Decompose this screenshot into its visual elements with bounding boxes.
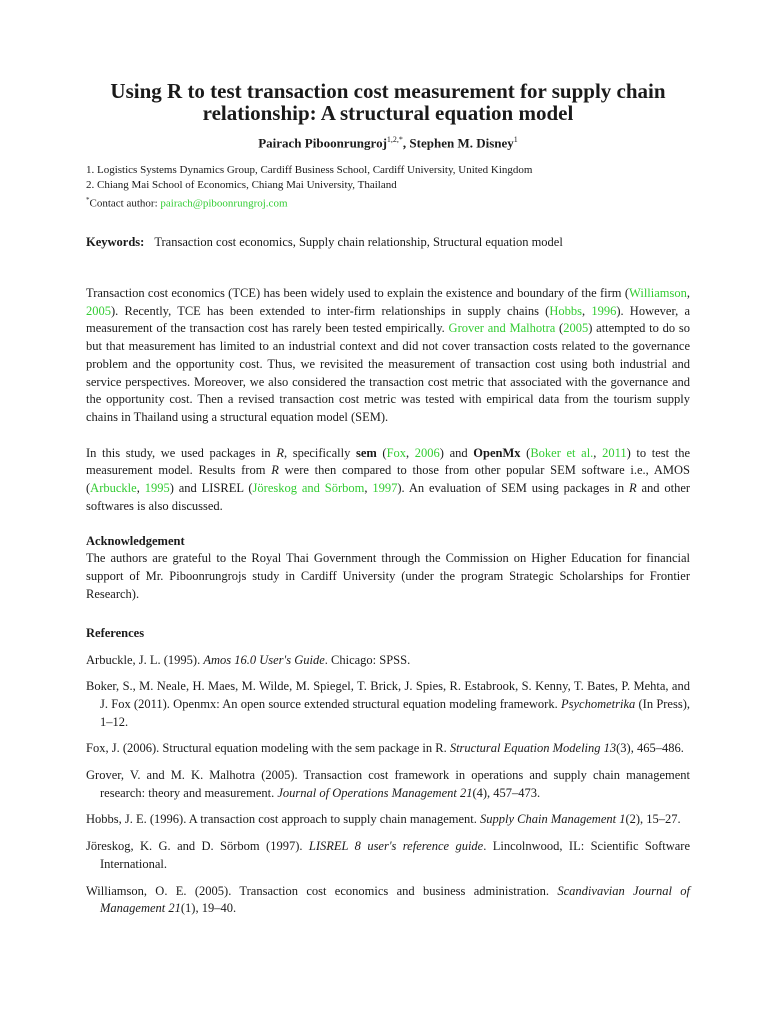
text-run: ,	[364, 481, 373, 496]
citation-link-williamson[interactable]	[629, 286, 687, 300]
ref-italic: Scandivavian Journal of Management 21	[100, 883, 690, 916]
affiliations	[86, 163, 690, 212]
citation-link-arbuckle-year[interactable]: 1995	[144, 481, 170, 496]
ref-text: Grover, V. and M. K. Malhotra (2005). Transaction cost framework in operations and supply chain management research: theory and measurement.	[86, 768, 690, 800]
text-run: ) to test the measurement model. Results from	[86, 445, 691, 478]
abstract-paragraph-1	[86, 285, 690, 427]
paper-page	[86, 80, 690, 927]
text-run: ) and	[439, 445, 474, 460]
text-run: In this study, we used packages in	[86, 445, 277, 460]
affiliation-item: 1. Logistics Systems Dynamics Group, Cardiff Business School, Cardiff University, United Kingdom	[86, 164, 533, 177]
citation-link-fox-year[interactable]: 2006	[414, 445, 440, 460]
reference-item	[86, 811, 690, 829]
contact-label: Contact author:	[89, 197, 161, 210]
ref-text: (4), 457–473.	[472, 785, 541, 800]
text-run: (	[520, 445, 531, 460]
ref-italic: Journal of Operations Management 21	[277, 785, 473, 800]
author-name: Pairach Piboonrungroj	[258, 135, 387, 151]
ref-text: Arbuckle, J. L. (1995).	[86, 652, 204, 667]
sem-package-name: sem	[355, 445, 377, 460]
ref-text: (2), 15–27.	[625, 812, 681, 827]
text-run: Transaction cost economics (TCE) has been widely used to explain the existence and boundary of the firm (	[86, 285, 630, 300]
text-run: ,	[581, 303, 592, 318]
affiliation-item: 2. Chiang Mai School of Economics, Chiang Mai University, Thailand	[86, 179, 397, 192]
text-run: ,	[406, 445, 415, 460]
ref-italic: Amos 16.0 User's Guide	[203, 652, 325, 667]
text-run: ,	[136, 481, 145, 496]
ref-text: Williamson, O. E. (2005). Transaction cost economics and business administration.	[86, 883, 558, 898]
text-run: (	[555, 321, 564, 336]
title-line-1: Using R to test transaction cost measurement for supply chain	[110, 79, 666, 103]
paper-title	[86, 80, 690, 124]
reference-item	[86, 838, 690, 873]
contact-email-link[interactable]: pairach@piboonrungroj.com	[160, 197, 288, 210]
contact-line	[86, 193, 690, 212]
text-run: ,	[686, 285, 690, 300]
citation-link-williamson-year[interactable]: 2005	[86, 303, 111, 318]
references-heading: References	[86, 625, 145, 640]
text-run: (	[376, 445, 387, 460]
reference-item	[86, 652, 690, 670]
keywords-label: Keywords:	[86, 234, 145, 249]
ref-italic: Supply Chain Management 1	[480, 812, 626, 827]
text-run: ). However, a measurement of the transaction cost has rarely been tested empirically.	[86, 303, 690, 336]
ref-text: (3), 465–486.	[616, 741, 684, 756]
text-run: , specifically	[283, 445, 356, 460]
r-language-mention: R	[271, 463, 279, 478]
ref-text: . Lincolnwood, IL: Scientific Software International.	[100, 839, 691, 871]
citation-link-hobbs[interactable]: Hobbs	[549, 303, 582, 318]
citation-author: Williamson	[629, 285, 687, 300]
text-run: ). Recently, TCE has been extended to inter-firm relationships in supply chains (	[111, 303, 550, 318]
text-run: ) and LISREL (	[169, 481, 253, 496]
citation-link-hobbs-year[interactable]: 1996	[591, 303, 617, 318]
ref-text: Boker, S., M. Neale, H. Maes, M. Wilde, M. Spiegel, T. Brick, J. Spies, R. Estabrook, S. Kenny, T. Bates, P. Mehta, and J. Fox (2011). Openmx: An open source extended structural equation modeling framework.	[86, 679, 690, 711]
ref-italic: Structural Equation Modeling 13	[449, 741, 617, 756]
ref-text: Hobbs, J. E. (1996). A transaction cost approach to supply chain management.	[86, 812, 481, 827]
reference-item	[86, 740, 690, 758]
ref-italic: Psychometrika	[560, 696, 636, 711]
acknowledgement-text: The authors are grateful to the Royal Thai Government through the Commission on Higher Education for financial support of Mr. Piboonrungrojs study in Cardiff University (under the program Strategic Scholarships for Frontier Research).	[86, 551, 690, 601]
ref-text: Jöreskog, K. G. and D. Sörbom (1997).	[86, 839, 309, 854]
ref-text: (In Press), 1–12.	[100, 696, 690, 729]
text-run: and other softwares is also discussed.	[86, 481, 691, 513]
citation-link-fox[interactable]: Fox	[386, 445, 407, 460]
ref-text: Fox, J. (2006). Structural equation modeling with the sem package in R.	[86, 741, 450, 756]
contact-mark: *	[86, 196, 90, 205]
citation-link-grover-year[interactable]: 2005	[563, 321, 589, 336]
acknowledgement-heading: Acknowledgement	[86, 534, 185, 549]
reference-item	[86, 767, 690, 802]
citation-link-grover[interactable]: Grover and Malhotra	[448, 321, 556, 336]
author-name: Stephen M. Disney	[409, 135, 514, 151]
text-run: were then compared to those from other popular SEM software i.e., AMOS (	[86, 463, 690, 496]
citation-link-joreskog[interactable]: Jöreskog and Sörbom	[252, 481, 365, 496]
author-separator: ,	[402, 135, 410, 151]
keywords-line	[86, 234, 690, 250]
text-run: ) attempted to do so but that measurement has limited to an industrial context and did not cover transaction costs related to the governance problem and the opportunity cost. Thus, we revisited the measurement of transaction cost using both industrial and service perspectives. Moreover, we also considered the transaction cost metric that associated with the governance and the opportunity cost. Then a revised transaction cost metric was tested with empirical data from the tourism supply chains in Thailand using a structural equation model (SEM).	[86, 321, 690, 424]
r-language-mention: R	[276, 445, 284, 460]
abstract-paragraph-2	[86, 445, 690, 516]
openmx-package-name: OpenMx	[473, 445, 521, 460]
citation-link-boker[interactable]: Boker et al.	[530, 445, 594, 460]
citation-link-arbuckle[interactable]: Arbuckle	[90, 481, 137, 496]
reference-item	[86, 883, 690, 918]
r-language-mention: R	[628, 481, 637, 496]
title-line-2: relationship: A structural equation model	[202, 101, 574, 125]
author-affiliation-mark: 1,2,*	[386, 135, 403, 144]
text-run: ). An evaluation of SEM using packages in	[397, 481, 629, 496]
citation-link-boker-year[interactable]: 2011	[602, 445, 627, 460]
author-affiliation-mark: 1	[513, 135, 518, 144]
reference-list	[86, 652, 690, 918]
ref-italic: LISREL 8 user's reference guide	[308, 839, 484, 854]
citation-link-joreskog-year[interactable]: 1997	[372, 481, 398, 496]
ref-text: (1), 19–40.	[180, 901, 237, 916]
ref-text: . Chicago: SPSS.	[324, 652, 411, 667]
keywords-text: Transaction cost economics, Supply chain relationship, Structural equation model	[154, 234, 563, 249]
text-run: ,	[593, 445, 603, 460]
author-list	[86, 132, 690, 151]
reference-item	[86, 678, 690, 731]
